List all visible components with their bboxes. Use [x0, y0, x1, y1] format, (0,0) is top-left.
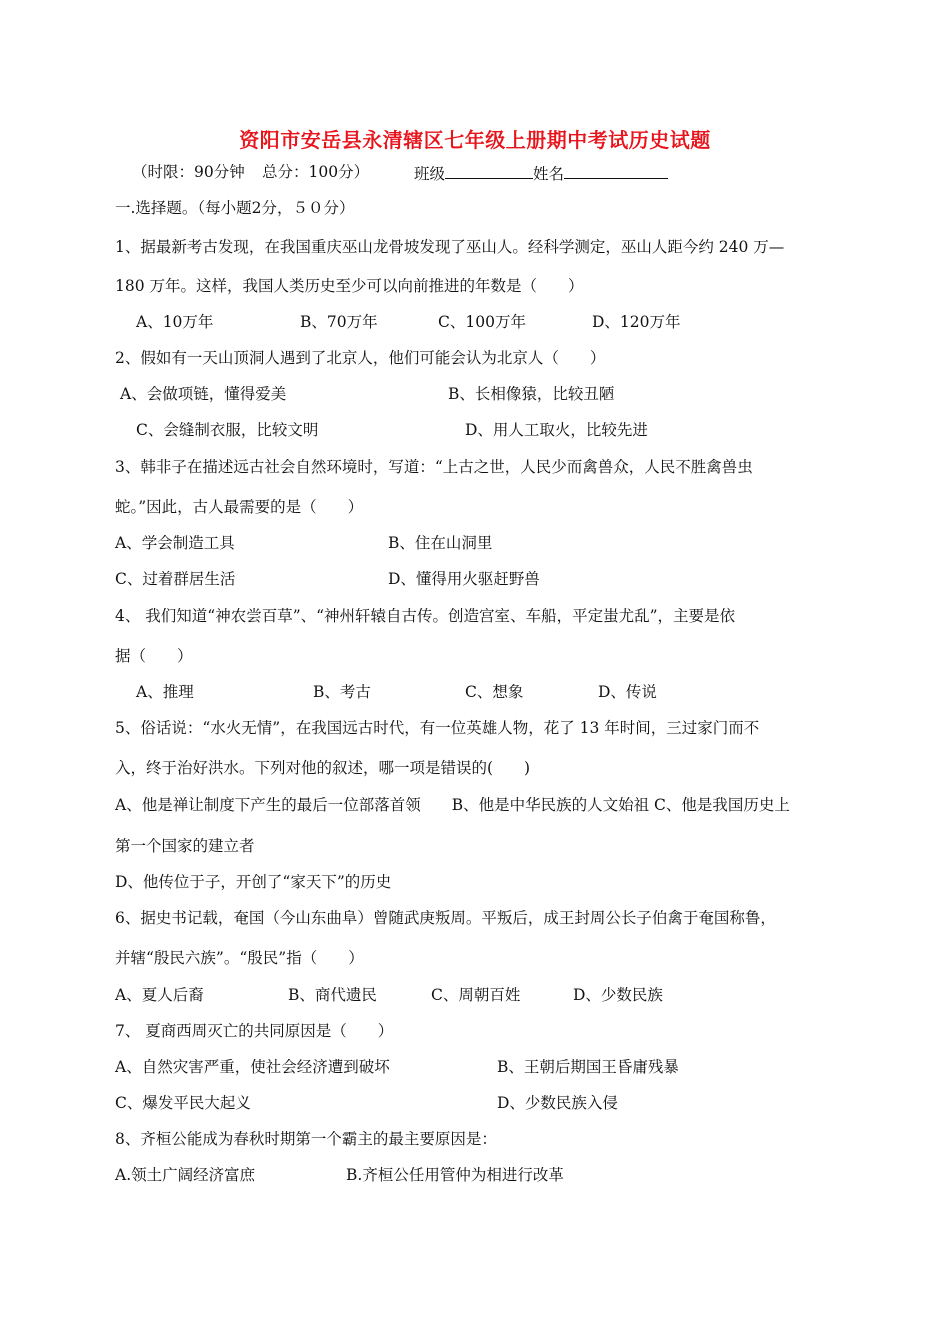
name-blank[interactable]: [564, 162, 668, 179]
time-limit: （时限：90分钟: [132, 163, 245, 181]
q6-option-b: B、商代遗民: [288, 986, 377, 1004]
q3-option-a: A、学会制造工具: [115, 534, 235, 552]
q8-line1: 8、齐桓公能成为春秋时期第一个霸主的最主要原因是：: [115, 1130, 497, 1148]
q5-line1: 5、俗话说：“水火无情”，在我国远古时代，有一位英雄人物，花了 13 年时间，三过家门而不: [115, 719, 760, 737]
q6-line1: 6、据史书记载，奄国（今山东曲阜）曾随武庚叛周。平叛后，成王封周公长子伯禽于奄国称鲁，: [115, 909, 776, 927]
section-heading: 一.选择题。（每小题2分，５０分）: [115, 199, 355, 217]
page-title: 资阳市安岳县永清辖区七年级上册期中考试历史试题: [239, 128, 711, 152]
name-label: 姓名: [533, 165, 565, 183]
q1-line1: 1、据最新考古发现，在我国重庆巫山龙骨坡发现了巫山人。经科学测定，巫山人距今约 240 万—: [115, 238, 785, 256]
q2-option-d: D、用人工取火，比较先进: [465, 421, 648, 439]
q6-line2: 并辖“殷民六族”。“殷民”指（ ）: [115, 949, 364, 967]
q3-option-d: D、懂得用火驱赶野兽: [388, 570, 540, 588]
total-score: 总分：100分）: [262, 163, 370, 181]
q1-option-d: D、120万年: [592, 313, 681, 331]
class-field: [414, 162, 668, 184]
q1-option-a: A、10万年: [136, 313, 214, 331]
q5-line2: 入，终于治好洪水。下列对他的叙述，哪一项是错误的( ): [115, 759, 531, 777]
class-blank[interactable]: [445, 162, 533, 179]
q5-line3: A、他是禅让制度下产生的最后一位部落首领 B、他是中华民族的人文始祖 C、他是我国历史上: [115, 796, 790, 814]
q8-option-a: A.领土广阔经济富庶: [115, 1166, 256, 1184]
q6-option-c: C、周朝百姓: [431, 986, 521, 1004]
q8-option-b: B.齐桓公任用管仲为相进行改革: [346, 1166, 564, 1184]
q5-line5: D、他传位于子，开创了“家天下”的历史: [115, 873, 392, 891]
q4-line2: 据（ ）: [115, 647, 193, 665]
q2-option-b: B、长相像猿，比较丑陋: [448, 385, 615, 403]
q3-option-b: B、住在山洞里: [388, 534, 493, 552]
q7-option-c: C、爆发平民大起义: [115, 1094, 251, 1112]
q4-option-d: D、传说: [598, 683, 657, 701]
q3-option-c: C、过着群居生活: [115, 570, 236, 588]
q4-option-c: C、想象: [465, 683, 524, 701]
q1-option-b: B、70万年: [300, 313, 378, 331]
q2-option-a: A、会做项链，懂得爱美: [120, 385, 287, 403]
q3-line2: 蛇。”因此，古人最需要的是（ ）: [115, 498, 364, 516]
q7-line1: 7、 夏商西周灭亡的共同原因是（ ）: [115, 1022, 394, 1040]
q7-option-b: B、王朝后期国王昏庸残暴: [497, 1058, 679, 1076]
q7-option-d: D、少数民族入侵: [497, 1094, 618, 1112]
q6-option-d: D、少数民族: [573, 986, 663, 1004]
q3-line1: 3、韩非子在描述远古社会自然环境时，写道：“上古之世，人民少而禽兽众，人民不胜禽兽虫: [115, 458, 753, 476]
q4-option-a: A、推理: [136, 683, 194, 701]
q7-option-a: A、自然灾害严重，使社会经济遭到破坏: [115, 1058, 390, 1076]
q1-line2: 180 万年。这样，我国人类历史至少可以向前推进的年数是（ ）: [115, 277, 584, 295]
q5-line4: 第一个国家的建立者: [115, 837, 255, 855]
q6-option-a: A、夏人后裔: [115, 986, 204, 1004]
q4-line1: 4、 我们知道“神农尝百草”、“神州轩辕自古传。创造宫室、车船，平定蚩尤乱”，主要是依: [115, 607, 735, 625]
q2-option-c: C、会缝制衣服，比较文明: [136, 421, 319, 439]
q1-option-c: C、100万年: [438, 313, 526, 331]
q4-option-b: B、考古: [313, 683, 371, 701]
q2-line1: 2、假如有一天山顶洞人遇到了北京人，他们可能会认为北京人（ ）: [115, 349, 606, 367]
class-label: 班级: [414, 165, 446, 183]
